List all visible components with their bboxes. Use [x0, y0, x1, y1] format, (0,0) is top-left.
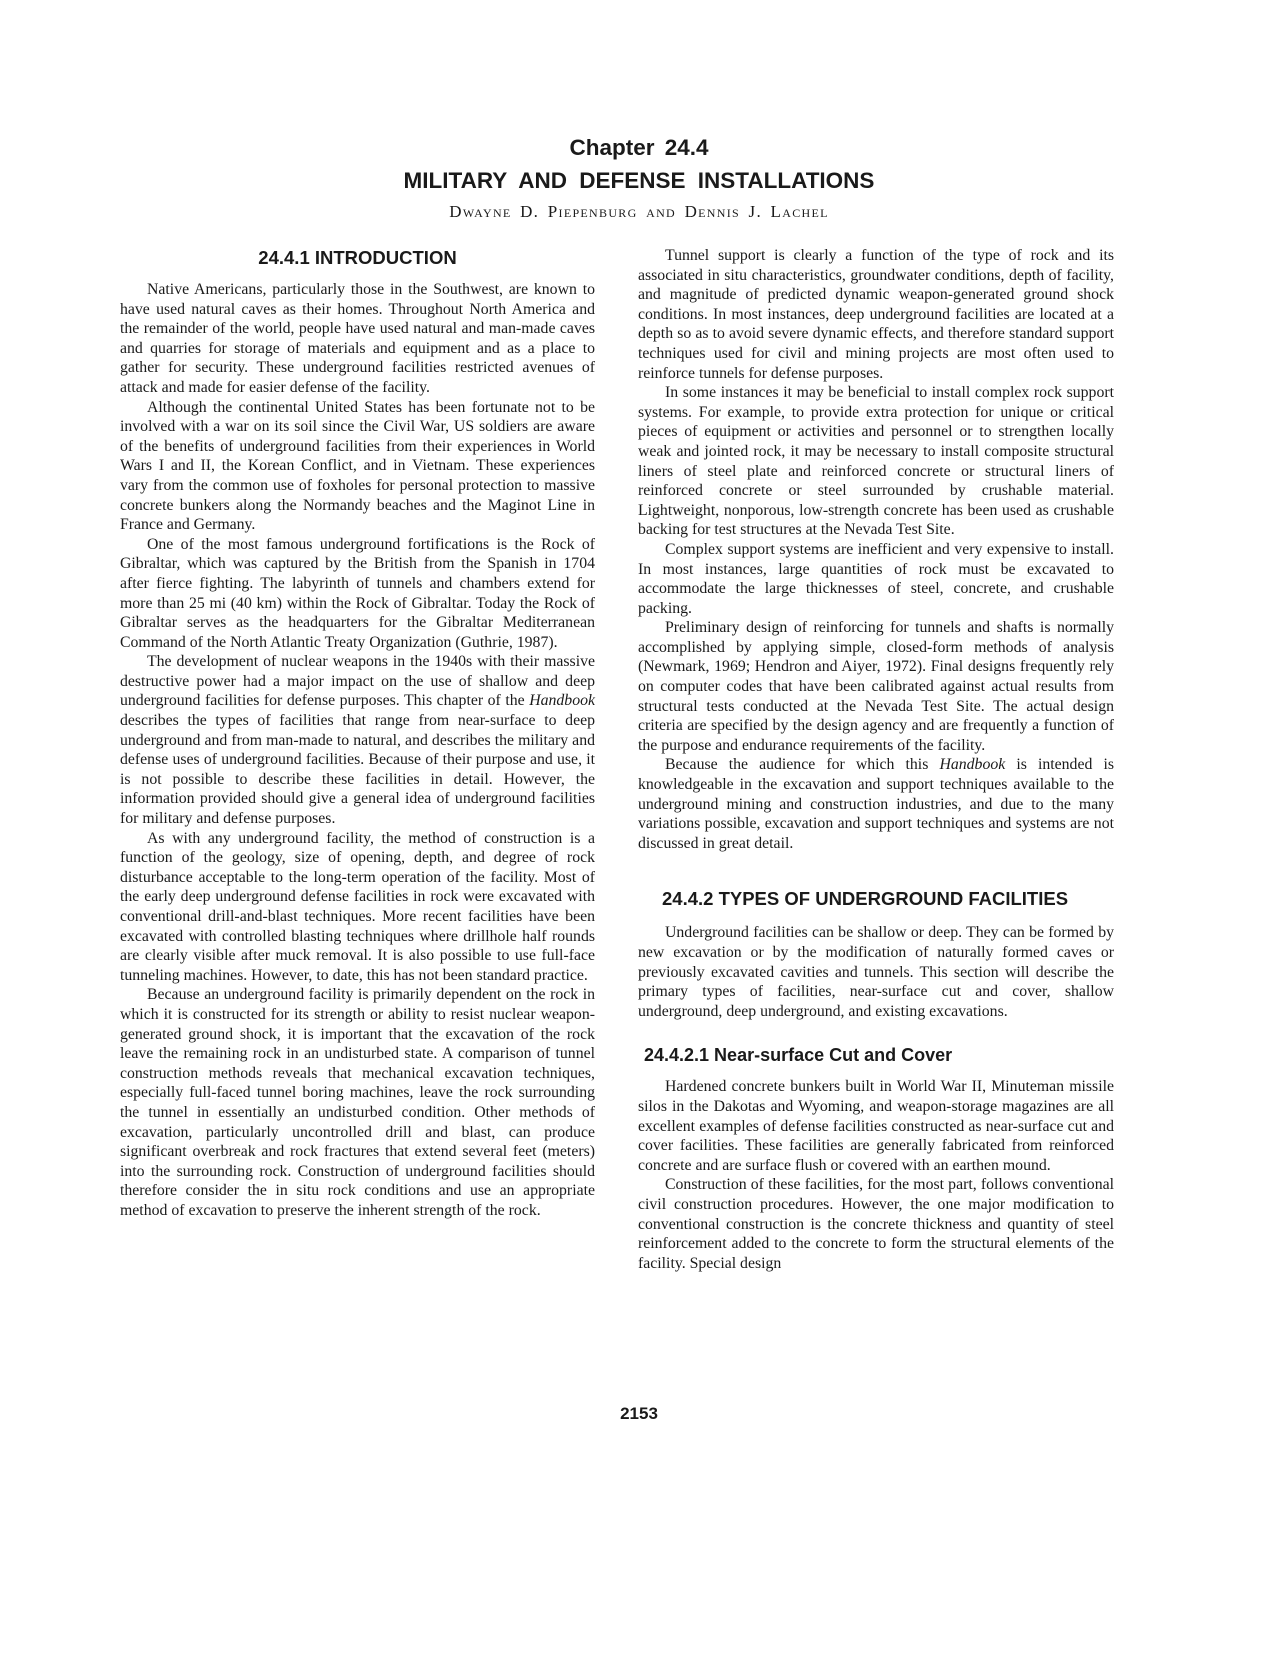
paragraph: Complex support systems are inefficient and very expensive to install. In most instances, large quantities of rock must be excavated to accommodate the large thicknesses of steel, concrete, and crushable packing.	[638, 540, 1114, 617]
page-number: 2153	[620, 1404, 658, 1423]
paragraph: Although the continental United States has been fortunate not to be involved with a war on its soil since the Civil War, US soldiers are aware of the benefits of underground facilities from their experiences in World Wars I and II, the Korean Conflict, and in Vietnam. These experiences vary from the common use of foxholes for personal protection to massive concrete bunkers along the Normandy beaches and the Maginot Line in France and Germany.	[120, 398, 595, 534]
text-run: Because the audience for which this	[665, 756, 940, 774]
section-heading-introduction: 24.4.1 INTRODUCTION	[258, 247, 457, 268]
paragraph: Tunnel support is clearly a function of the type of rock and its associated in situ characteristics, groundwater conditions, depth of facility, and magnitude of predicted dynamic weapon-generated ground shock conditions. In most instances, deep underground facilities are located at a depth so as to avoid severe dynamic effects, and therefore standard support techniques used for civil and mining projects are most often used to reinforce tunnels for defense purposes.	[638, 247, 1114, 382]
paragraph	[120, 652, 595, 828]
emphasis-handbook: Handbook	[529, 692, 595, 710]
emphasis-handbook: Handbook	[939, 756, 1006, 774]
chapter-title: MILITARY AND DEFENSE INSTALLATIONS	[403, 168, 875, 193]
paragraph: In some instances it may be beneficial to install complex rock support systems. For example, to provide extra protection for unique or critical pieces of equipment or activities and personnel or to strengthen locally weak and jointed rock, it may be necessary to install composite structural liners of steel plate and reinforced concrete or structural liners of reinforced concrete or steel surrounded by crushable material. Lightweight, nonporous, low-strength concrete has been used as crushable backing for test structures at the Nevada Test Site.	[638, 384, 1114, 539]
section-heading-types: 24.4.2 TYPES OF UNDERGROUND FACILITIES	[662, 888, 1069, 910]
right-column	[638, 246, 1114, 1273]
paragraph	[638, 755, 1114, 853]
text-run: The development of nuclear weapons in the 1940s with their massive destructive power had a major impact on the use of shallow and deep underground facilities for defense purposes. This chapter of the	[120, 653, 595, 710]
paragraph: Preliminary design of reinforcing for tunnels and shafts is normally accomplished by applying simple, closed-form methods of analysis (Newmark, 1969; Hendron and Aiyer, 1972). Final designs frequently rely on computer codes that have been calibrated against actual results from structural tests conducted at the Nevada Test Site. The actual design criteria are specified by the design agency and are frequently a function of the purpose and endurance requirements of the facility.	[638, 619, 1114, 754]
text-run: is intended is knowledgeable in the excavation and support techniques available to the underground mining and construction industries, and due to the many variations possible, excavation and support techniques and systems are not discussed in great detail.	[638, 756, 1114, 852]
text-run: describes the types of facilities that range from near-surface to deep underground and from man-made to natural, and describes the military and defense uses of underground facilities. Because of their purpose and use, it is not possible to describe these facilities in detail. However, the information provided should give a general idea of underground facilities for military and defense purposes.	[120, 712, 595, 828]
paragraph: Native Americans, particularly those in the Southwest, are known to have used natural caves as their homes. Throughout North America and the remainder of the world, people have used natural and man-made caves and quarries for storage of materials and equipment and as a place to gather for security. These underground facilities restricted avenues of attack and made for easier defense of the facility.	[120, 281, 595, 396]
paragraph: Underground facilities can be shallow or deep. They can be formed by new excavation or by the modification of naturally formed caves or previously excavated cavities and tunnels. This section will describe the primary types of facilities, near-surface cut and cover, shallow underground, deep underground, and existing excavations.	[638, 924, 1114, 1020]
paragraph: Because an underground facility is primarily dependent on the rock in which it is constructed for its strength or ability to resist nuclear weapon-generated ground shock, it is important that the excavation of the rock leave the remaining rock in an undisturbed state. A comparison of tunnel construction methods reveals that mechanical excavation techniques, especially full-faced tunnel boring machines, leave the rock surrounding the tunnel in essentially an undisturbed condition. Other methods of excavation, particularly uncontrolled drill and blast, can produce significant overbreak and rock fractures that extend several feet (meters) into the surrounding rock. Construction of underground facilities should therefore consider the in situ rock conditions and use an appropriate method of excavation to preserve the inherent strength of the rock.	[120, 986, 595, 1219]
chapter-authors: Dwayne D. Piepenburg and Dennis J. Lachel	[449, 202, 829, 221]
paragraph: Hardened concrete bunkers built in World War II, Minuteman missile silos in the Dakotas and Wyoming, and weapon-storage magazines are all excellent examples of defense facilities constructed as near-surface cut and cover facilities. These facilities are generally fabricated from reinforced concrete and are surface flush or covered with an earthen mound.	[638, 1078, 1114, 1174]
subsection-heading-cut-and-cover: 24.4.2.1 Near-surface Cut and Cover	[644, 1045, 953, 1066]
paragraph: Construction of these facilities, for the most part, follows conventional civil construction procedures. However, the one major modification to conventional construction is the concrete thickness and quantity of steel reinforcement added to the concrete to form the structural elements of the facility. Special design	[638, 1176, 1114, 1272]
left-column	[120, 246, 595, 1221]
paragraph: One of the most famous underground fortifications is the Rock of Gibraltar, which was captured by the British from the Spanish in 1704 after fierce fighting. The labyrinth of tunnels and chambers extend for more than 25 mi (40 km) within the Rock of Gibraltar. Today the Rock of Gibraltar serves as the headquarters for the Gibraltar Mediterranean Command of the North Atlantic Treaty Organization (Guthrie, 1987).	[120, 535, 595, 651]
chapter-number: Chapter 24.4	[569, 135, 709, 160]
paragraph: As with any underground facility, the method of construction is a function of the geology, size of opening, depth, and degree of rock disturbance acceptable to the long-term operation of the facility. Most of the early deep underground defense facilities in rock were excavated with conventional drill-and-blast techniques. More recent facilities have been excavated with controlled blasting techniques where drillhole half rounds are clearly visible after muck removal. It is also possible to use full-face tunneling machines. However, to date, this has not been standard practice.	[120, 829, 595, 984]
